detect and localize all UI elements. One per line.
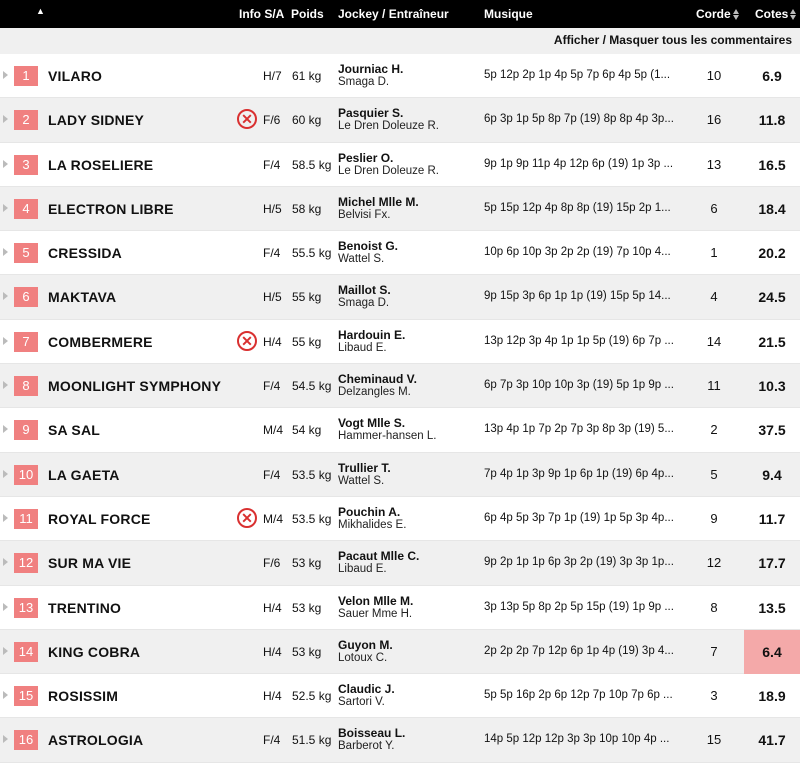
cote-cell[interactable] [744, 364, 800, 408]
corde-value: 6 [710, 200, 718, 216]
trainer-name[interactable]: Wattel S. [338, 474, 385, 487]
cote-value: 24.5 [758, 289, 786, 306]
corde-value: 16 [706, 112, 722, 128]
expand-arrow-icon[interactable] [3, 71, 8, 79]
cote-value: 41.7 [758, 732, 786, 749]
runner-number: 7 [14, 332, 38, 352]
expand-arrow-icon[interactable] [3, 115, 8, 123]
horse-name[interactable]: LA GAETA [48, 466, 120, 483]
jockey-name[interactable]: Pouchin A. [338, 504, 401, 519]
cote-cell[interactable] [744, 408, 800, 452]
weight: 51.5 kg [292, 733, 332, 748]
musique-history: 5p 12p 2p 1p 4p 5p 7p 6p 4p 5p (1... [484, 69, 671, 81]
musique-history: 5p 15p 12p 4p 8p 8p (19) 15p 2p 1... [484, 201, 671, 214]
horse-name[interactable]: VILARO [48, 68, 103, 84]
cote-cell[interactable] [744, 98, 800, 142]
table-row[interactable] [0, 718, 800, 762]
cote-cell[interactable] [744, 586, 800, 630]
cote-value: 6.9 [762, 68, 782, 84]
table-row[interactable] [0, 143, 800, 187]
musique-history: 9p 1p 9p 11p 4p 12p 6p (19) 1p 3p ... [484, 157, 674, 170]
jockey-name[interactable]: Pasquier S. [338, 106, 404, 121]
expand-arrow-icon[interactable] [3, 647, 8, 655]
toggle-comments-link[interactable]: Afficher / Masquer tous les commentaires [553, 33, 792, 47]
column-corde[interactable] [696, 7, 739, 21]
cote-value: 17.7 [758, 555, 786, 572]
horse-name[interactable]: MOONLIGHT SYMPHONY [48, 378, 222, 395]
runner-number: 14 [14, 642, 38, 662]
horse-name[interactable]: ROYAL FORCE [48, 510, 151, 527]
jockey-name[interactable]: Maillot S. [338, 283, 391, 298]
cote-value: 18.9 [758, 688, 786, 705]
sex-age: H/4 [263, 334, 282, 349]
sex-age: H/5 [263, 290, 282, 305]
sex-age: H/5 [263, 201, 282, 216]
trainer-name[interactable]: Smaga D. [338, 297, 390, 310]
cote-cell[interactable] [744, 674, 800, 718]
column-corde-label: Corde [696, 7, 731, 21]
expand-arrow-icon[interactable] [3, 425, 8, 433]
runner-number: 8 [14, 376, 38, 396]
column-poids[interactable]: Poids [291, 7, 324, 21]
table-row[interactable] [0, 187, 800, 231]
cote-cell[interactable] [744, 231, 800, 275]
runners-table [0, 54, 800, 763]
non-partant-icon: ✕ [237, 508, 257, 528]
jockey-name[interactable]: Vogt Mlle S. [338, 416, 406, 431]
trainer-name[interactable]: Libaud E. [338, 341, 387, 354]
sex-age: H/4 [263, 689, 282, 704]
trainer-name[interactable]: Mikhalides E. [338, 518, 407, 531]
table-header [0, 0, 800, 28]
weight: 55 kg [292, 290, 322, 305]
trainer-name[interactable]: Delzangles M. [338, 386, 411, 399]
cote-value: 37.5 [758, 422, 786, 439]
jockey-name[interactable]: Guyon M. [338, 637, 393, 652]
horse-name[interactable]: TRENTINO [48, 599, 122, 616]
runner-number: 3 [14, 155, 38, 175]
corde-value: 2 [710, 422, 718, 438]
jockey-name[interactable]: Journiac H. [338, 62, 404, 76]
jockey-name[interactable]: Trullier T. [338, 460, 391, 475]
cote-cell[interactable] [744, 54, 800, 98]
sort-ascending-icon[interactable]: ▲ [36, 6, 45, 16]
corde-value: 5 [710, 466, 718, 482]
weight: 58 kg [292, 201, 322, 216]
weight: 55 kg [292, 334, 322, 349]
non-partant-icon: ✕ [237, 109, 257, 129]
non-partant-icon: ✕ [237, 331, 257, 351]
sex-age: F/4 [263, 379, 281, 394]
table-row[interactable] [0, 98, 800, 142]
jockey-name[interactable]: Pacaut Mlle C. [338, 549, 420, 564]
jockey-name[interactable]: Michel Mlle M. [338, 194, 419, 209]
sex-age: F/4 [263, 246, 281, 261]
table-row[interactable] [0, 630, 800, 674]
musique-history: 9p 15p 3p 6p 1p 1p (19) 15p 5p 14... [484, 290, 671, 303]
corde-value: 7 [710, 643, 718, 659]
jockey-name[interactable]: Boisseau L. [338, 726, 406, 741]
cote-value: 16.5 [758, 156, 786, 173]
cote-cell[interactable] [744, 143, 800, 187]
runner-number: 9 [14, 420, 38, 440]
expand-arrow-icon[interactable] [3, 204, 8, 212]
jockey-name[interactable]: Peslier O. [338, 150, 394, 165]
runner-number: 1 [14, 66, 38, 86]
musique-history: 2p 2p 2p 7p 12p 6p 1p 4p (19) 3p 4... [484, 644, 674, 657]
runner-number: 10 [14, 465, 38, 485]
weight: 53.5 kg [292, 511, 332, 526]
runner-number: 5 [14, 243, 38, 263]
expand-arrow-icon[interactable] [3, 691, 8, 699]
expand-arrow-icon[interactable] [3, 514, 8, 522]
cote-cell[interactable] [744, 541, 800, 585]
table-row[interactable] [0, 364, 800, 408]
column-musique[interactable]: Musique [484, 7, 533, 21]
comments-toggle-bar [0, 28, 800, 54]
runner-number: 13 [14, 598, 38, 618]
sex-age: H/7 [263, 69, 282, 83]
corde-value: 14 [706, 333, 722, 349]
table-row[interactable] [0, 408, 800, 452]
musique-history: 6p 3p 1p 5p 8p 7p (19) 8p 8p 4p 3p... [484, 113, 674, 126]
cote-cell[interactable] [744, 718, 800, 762]
corde-value: 8 [710, 599, 718, 615]
cote-value: 20.2 [758, 245, 786, 262]
horse-name[interactable]: LADY SIDNEY [48, 112, 145, 129]
expand-arrow-icon[interactable] [3, 292, 8, 300]
cote-value: 6.4 [762, 643, 782, 660]
expand-arrow-icon[interactable] [3, 337, 8, 345]
table-row[interactable] [0, 231, 800, 275]
jockey-name[interactable]: Hardouin E. [338, 327, 406, 342]
horse-name[interactable]: CRESSIDA [48, 245, 122, 262]
horse-name[interactable]: MAKTAVA [48, 289, 117, 306]
musique-history: 5p 5p 16p 2p 6p 12p 7p 10p 7p 6p ... [484, 689, 673, 702]
expand-arrow-icon[interactable] [3, 603, 8, 611]
trainer-name[interactable]: Hammer-hansen L. [338, 430, 437, 443]
sort-updown-icon [733, 9, 739, 20]
trainer-name[interactable]: Barberot Y. [338, 740, 395, 753]
runner-number: 2 [14, 110, 38, 130]
musique-history: 6p 7p 3p 10p 10p 3p (19) 5p 1p 9p ... [484, 379, 674, 392]
musique-history: 6p 4p 5p 3p 7p 1p (19) 1p 5p 3p 4p... [484, 511, 674, 524]
musique-history: 3p 13p 5p 8p 2p 5p 15p (19) 1p 9p ... [484, 600, 674, 613]
sex-age: H/4 [263, 644, 282, 659]
expand-arrow-icon[interactable] [3, 735, 8, 743]
weight: 53 kg [292, 556, 322, 571]
sex-age: F/4 [263, 733, 281, 748]
corde-value: 9 [710, 510, 718, 526]
runner-number: 11 [14, 509, 38, 529]
cote-value: 11.8 [758, 112, 786, 129]
cote-value: 11.7 [758, 510, 786, 527]
cote-cell[interactable] [744, 630, 800, 674]
weight: 53 kg [292, 644, 322, 659]
sex-age: F/6 [263, 556, 281, 571]
weight: 58.5 kg [292, 157, 332, 172]
expand-arrow-icon[interactable] [3, 381, 8, 389]
expand-arrow-icon[interactable] [3, 160, 8, 168]
jockey-name[interactable]: Cheminaud V. [338, 372, 417, 387]
runner-number: 4 [14, 199, 38, 219]
cote-cell[interactable] [744, 497, 800, 541]
trainer-name[interactable]: Libaud E. [338, 563, 387, 576]
trainer-name[interactable]: Sauer Mme H. [338, 607, 413, 620]
sex-age: F/4 [263, 157, 281, 172]
corde-value: 1 [710, 245, 718, 261]
cote-value: 10.3 [758, 378, 786, 395]
table-row[interactable] [0, 497, 800, 541]
musique-history: 9p 2p 1p 1p 6p 3p 2p (19) 3p 3p 1p... [484, 556, 674, 569]
cote-value: 9.4 [762, 466, 782, 483]
sex-age: F/6 [263, 113, 281, 128]
horse-name[interactable]: SA SAL [48, 422, 101, 439]
weight: 61 kg [292, 69, 322, 83]
musique-history: 14p 5p 12p 12p 3p 3p 10p 10p 4p ... [484, 733, 670, 746]
sex-age: F/4 [263, 467, 281, 482]
cote-cell[interactable] [744, 275, 800, 319]
weight: 55.5 kg [292, 246, 332, 261]
sort-updown-icon [790, 9, 796, 20]
runner-number: 16 [14, 730, 38, 750]
horse-name[interactable]: ROSISSIM [48, 688, 119, 705]
column-cotes[interactable] [755, 7, 796, 21]
trainer-name[interactable]: Le Dren Doleuze R. [338, 164, 439, 177]
corde-value: 13 [706, 156, 722, 172]
table-row[interactable] [0, 275, 800, 319]
trainer-name[interactable]: Lotoux C. [338, 651, 388, 664]
runner-number: 12 [14, 553, 38, 573]
horse-name[interactable]: KING COBRA [48, 643, 141, 660]
weight: 52.5 kg [292, 689, 332, 704]
column-info-sa[interactable]: Info S/A [239, 7, 285, 21]
weight: 60 kg [292, 113, 322, 128]
weight: 54.5 kg [292, 379, 332, 394]
cote-value: 18.4 [758, 200, 786, 217]
horse-name[interactable]: LA ROSELIERE [48, 156, 154, 173]
musique-history: 10p 6p 10p 3p 2p 2p (19) 7p 10p 4... [484, 246, 671, 259]
sex-age: M/4 [263, 423, 284, 438]
trainer-name[interactable]: Le Dren Doleuze R. [338, 120, 439, 133]
expand-arrow-icon[interactable] [3, 248, 8, 256]
jockey-name[interactable]: Benoist G. [338, 239, 399, 254]
cote-cell[interactable] [744, 320, 800, 364]
cote-cell[interactable] [744, 453, 800, 497]
horse-name[interactable]: COMBERMERE [48, 333, 153, 350]
corde-value: 10 [706, 68, 722, 83]
corde-value: 15 [706, 732, 722, 748]
table-row[interactable] [0, 674, 800, 718]
trainer-name[interactable]: Wattel S. [338, 253, 385, 266]
horse-name[interactable]: ELECTRON LIBRE [48, 200, 174, 217]
table-row[interactable] [0, 541, 800, 585]
cote-value: 13.5 [758, 599, 786, 616]
trainer-name[interactable]: Smaga D. [338, 76, 390, 88]
table-row[interactable] [0, 586, 800, 630]
corde-value: 4 [710, 289, 718, 305]
horse-name[interactable]: ASTROLOGIA [48, 732, 144, 749]
trainer-name[interactable]: Belvisi Fx. [338, 208, 391, 221]
expand-arrow-icon[interactable] [3, 558, 8, 566]
trainer-name[interactable]: Sartori V. [338, 696, 385, 709]
column-cotes-label: Cotes [755, 7, 789, 21]
musique-history: 7p 4p 1p 3p 9p 1p 6p 1p (19) 6p 4p... [484, 467, 674, 480]
table-row[interactable] [0, 453, 800, 497]
sex-age: M/4 [263, 511, 284, 526]
weight: 53 kg [292, 600, 322, 615]
corde-value: 12 [706, 555, 722, 571]
musique-history: 13p 4p 1p 7p 2p 7p 3p 8p 3p (19) 5... [484, 423, 674, 436]
corde-value: 11 [707, 378, 721, 394]
table-row[interactable] [0, 54, 800, 98]
jockey-name[interactable]: Claudic J. [338, 682, 395, 697]
cote-cell[interactable] [744, 187, 800, 231]
runner-number: 15 [14, 686, 38, 706]
corde-value: 3 [710, 688, 718, 704]
sex-age: H/4 [263, 600, 282, 615]
horse-name[interactable]: SUR MA VIE [48, 555, 132, 572]
runner-number: 6 [14, 287, 38, 307]
column-jockey-trainer[interactable]: Jockey / Entraîneur [338, 7, 449, 21]
cote-value: 21.5 [758, 333, 786, 350]
weight: 54 kg [292, 423, 322, 438]
table-row[interactable] [0, 320, 800, 364]
expand-arrow-icon[interactable] [3, 470, 8, 478]
weight: 53.5 kg [292, 467, 332, 482]
jockey-name[interactable]: Velon Mlle M. [338, 593, 414, 608]
musique-history: 13p 12p 3p 4p 1p 1p 5p (19) 6p 7p ... [484, 334, 674, 347]
